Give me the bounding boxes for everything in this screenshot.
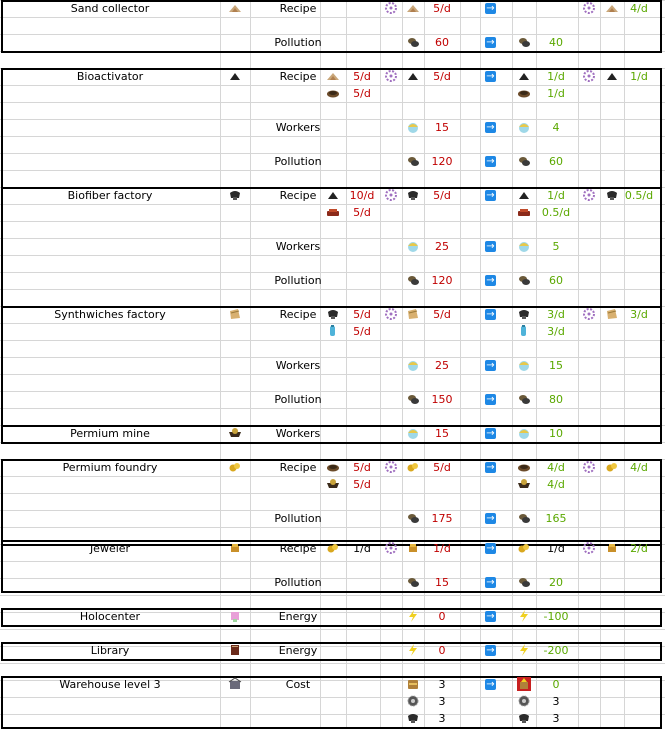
- water-bottle-icon: [517, 324, 531, 338]
- arrow-right-icon: →: [486, 360, 495, 371]
- input-value: 0: [438, 644, 446, 657]
- pollution-icon: [406, 392, 420, 406]
- arrow-right-icon: →: [486, 275, 495, 286]
- output-value: 165: [545, 512, 567, 525]
- arrow-right-icon: →: [486, 394, 495, 405]
- output-value: 3/d: [547, 325, 565, 338]
- output-value: -200: [543, 644, 569, 657]
- arrow-right-icon: →: [486, 156, 495, 167]
- gold-nuggets-icon: [517, 541, 531, 555]
- pollution-icon: [517, 273, 531, 287]
- output-value: 80: [549, 393, 563, 406]
- input-value: 25: [435, 359, 449, 372]
- input-value: 5/d: [353, 308, 371, 321]
- gear-icon: [384, 541, 398, 555]
- output-value: 3/d: [547, 308, 565, 321]
- soil-icon: [517, 460, 531, 474]
- input-value: 5/d: [353, 70, 371, 83]
- building-name: Synthwiches factory: [54, 308, 166, 321]
- arrow-right-icon: →: [486, 513, 495, 524]
- gear-part-icon: [517, 694, 531, 708]
- row-label: Pollution: [274, 274, 322, 287]
- arrow-right-icon: →: [486, 577, 495, 588]
- input-value: 10/d: [349, 189, 375, 202]
- pollution-icon: [406, 35, 420, 49]
- row-label: Recipe: [279, 308, 317, 321]
- gear-icon: [582, 69, 596, 83]
- row-label: Workers: [275, 240, 321, 253]
- output-value: 40: [549, 36, 563, 49]
- pollution-icon: [406, 273, 420, 287]
- row-label: Pollution: [274, 512, 322, 525]
- pollution-icon: [406, 575, 420, 589]
- result-value: 4/d: [630, 461, 648, 474]
- black-powder-icon: [326, 188, 340, 202]
- jewel-icon: [228, 541, 242, 555]
- jewel-icon: [605, 541, 619, 555]
- gear-icon: [582, 1, 596, 15]
- input-value: 15: [435, 427, 449, 440]
- book-icon: [228, 643, 242, 657]
- input-value: 5/d: [433, 2, 451, 15]
- cost-value: 3: [438, 695, 446, 708]
- black-powder-icon: [517, 188, 531, 202]
- gear-icon: [384, 188, 398, 202]
- input-value: 120: [431, 274, 453, 287]
- input-value: 5/d: [433, 461, 451, 474]
- pollution-icon: [517, 154, 531, 168]
- black-powder-icon: [228, 69, 242, 83]
- grid-line: [0, 663, 665, 664]
- gear-icon: [582, 307, 596, 321]
- output-value: 60: [549, 155, 563, 168]
- input-value: 5/d: [353, 478, 371, 491]
- result-value: 2/d: [630, 542, 648, 555]
- input-value: 15: [435, 121, 449, 134]
- holo-icon: [228, 609, 242, 623]
- row-label: Energy: [278, 610, 318, 623]
- row-label: Pollution: [274, 576, 322, 589]
- energy-icon: [406, 609, 420, 623]
- row-label: Pollution: [274, 36, 322, 49]
- arrow-right-icon: →: [486, 543, 495, 554]
- soil-icon: [326, 460, 340, 474]
- gold-nuggets-icon: [406, 460, 420, 474]
- ore-cart-icon: [228, 426, 242, 440]
- energy-icon: [517, 609, 531, 623]
- biofiber-icon: [517, 711, 531, 725]
- output-value: 4: [552, 121, 560, 134]
- arrow-right-icon: →: [486, 611, 495, 622]
- input-value: 5/d: [353, 206, 371, 219]
- arrow-right-icon: →: [486, 122, 495, 133]
- row-label: Workers: [275, 359, 321, 372]
- output-value: 1/d: [547, 189, 565, 202]
- gear-icon: [384, 307, 398, 321]
- row-label: Pollution: [274, 393, 322, 406]
- arrow-right-icon: →: [486, 71, 495, 82]
- gold-nuggets-icon: [228, 460, 242, 474]
- jewel-icon: [406, 541, 420, 555]
- soil-icon: [326, 86, 340, 100]
- input-value: 15: [435, 576, 449, 589]
- warehouse-icon: [228, 677, 242, 691]
- pollution-icon: [517, 575, 531, 589]
- cost-value: 3: [438, 712, 446, 725]
- building-name: Jeweler: [89, 542, 131, 555]
- worker-icon: [517, 239, 531, 253]
- row-label: Recipe: [279, 2, 317, 15]
- gear-part-icon: [406, 694, 420, 708]
- pollution-icon: [406, 511, 420, 525]
- grid-line: [0, 595, 665, 596]
- ore-cart-icon: [517, 477, 531, 491]
- output-value: 0.5/d: [541, 206, 571, 219]
- row-label: Pollution: [274, 155, 322, 168]
- arrow-right-icon: →: [486, 309, 495, 320]
- result-value: 4/d: [630, 2, 648, 15]
- building-name: Bioactivator: [76, 70, 144, 83]
- input-value: 1/d: [433, 542, 451, 555]
- biofiber-icon: [406, 188, 420, 202]
- black-powder-icon: [605, 69, 619, 83]
- gear-icon: [384, 460, 398, 474]
- output-value: 5: [552, 240, 560, 253]
- biofiber-icon: [228, 188, 242, 202]
- building-name: Biofiber factory: [67, 189, 153, 202]
- output-value: 1/d: [547, 87, 565, 100]
- pollution-icon: [517, 511, 531, 525]
- worker-icon: [406, 239, 420, 253]
- result-value: 0.5/d: [624, 189, 654, 202]
- worker-icon: [517, 358, 531, 372]
- warning-crate-icon: [517, 677, 531, 691]
- arrow-right-icon: →: [486, 241, 495, 252]
- input-value: 5/d: [433, 70, 451, 83]
- output-value: 1/d: [547, 542, 565, 555]
- result-value: 1/d: [630, 70, 648, 83]
- energy-icon: [517, 643, 531, 657]
- input-value: 5/d: [353, 325, 371, 338]
- black-powder-icon: [517, 69, 531, 83]
- output-value: -100: [543, 610, 569, 623]
- input-value: 5/d: [433, 189, 451, 202]
- worker-icon: [517, 426, 531, 440]
- biofiber-icon: [605, 188, 619, 202]
- worker-icon: [406, 426, 420, 440]
- output-value: 1/d: [547, 70, 565, 83]
- cost-value: 3: [552, 712, 560, 725]
- sand-pile-icon: [605, 1, 619, 15]
- output-value: 10: [549, 427, 563, 440]
- row-label: Workers: [275, 121, 321, 134]
- arrow-right-icon: →: [486, 462, 495, 473]
- biofiber-icon: [326, 307, 340, 321]
- black-powder-icon: [406, 69, 420, 83]
- synthwich-icon: [228, 307, 242, 321]
- gear-icon: [384, 1, 398, 15]
- pollution-icon: [406, 154, 420, 168]
- input-value: 25: [435, 240, 449, 253]
- synthwich-icon: [406, 307, 420, 321]
- building-name: Warehouse level 3: [59, 678, 161, 691]
- sand-pile-icon: [326, 69, 340, 83]
- input-value: 60: [435, 36, 449, 49]
- row-label: Recipe: [279, 542, 317, 555]
- input-value: 5/d: [353, 461, 371, 474]
- output-value: 15: [549, 359, 563, 372]
- worker-icon: [517, 120, 531, 134]
- gold-nuggets-icon: [605, 460, 619, 474]
- energy-icon: [406, 643, 420, 657]
- arrow-right-icon: →: [486, 679, 495, 690]
- arrow-right-icon: →: [486, 428, 495, 439]
- soil-icon: [517, 86, 531, 100]
- input-value: 120: [431, 155, 453, 168]
- row-label: Workers: [275, 427, 321, 440]
- worker-icon: [406, 358, 420, 372]
- gear-icon: [384, 69, 398, 83]
- pollution-icon: [517, 392, 531, 406]
- building-name: Library: [90, 644, 130, 657]
- input-value: 5/d: [353, 87, 371, 100]
- building-name: Sand collector: [70, 2, 150, 15]
- crate-icon: [406, 677, 420, 691]
- row-label: Recipe: [279, 461, 317, 474]
- building-name: Holocenter: [79, 610, 141, 623]
- gold-nuggets-icon: [326, 541, 340, 555]
- input-value: 0: [438, 610, 446, 623]
- cost-value: 0: [552, 678, 560, 691]
- gear-icon: [582, 188, 596, 202]
- cost-value: 3: [552, 695, 560, 708]
- synthwich-icon: [605, 307, 619, 321]
- arrow-right-icon: →: [486, 3, 495, 14]
- arrow-right-icon: →: [486, 190, 495, 201]
- gear-icon: [582, 541, 596, 555]
- red-ore-icon: [517, 205, 531, 219]
- biofiber-icon: [406, 711, 420, 725]
- sand-pile-icon: [228, 1, 242, 15]
- output-value: 4/d: [547, 461, 565, 474]
- row-label: Energy: [278, 644, 318, 657]
- water-bottle-icon: [326, 324, 340, 338]
- gear-icon: [582, 460, 596, 474]
- biofiber-icon: [517, 307, 531, 321]
- input-value: 5/d: [433, 308, 451, 321]
- row-label: Cost: [285, 678, 311, 691]
- output-value: 60: [549, 274, 563, 287]
- output-value: 20: [549, 576, 563, 589]
- input-value: 1/d: [353, 542, 371, 555]
- input-value: 150: [431, 393, 453, 406]
- sand-pile-icon: [406, 1, 420, 15]
- arrow-right-icon: →: [486, 645, 495, 656]
- output-value: 4/d: [547, 478, 565, 491]
- arrow-right-icon: →: [486, 37, 495, 48]
- ore-cart-icon: [326, 477, 340, 491]
- building-name: Permium mine: [70, 427, 150, 440]
- red-ore-icon: [326, 205, 340, 219]
- building-name: Permium foundry: [62, 461, 158, 474]
- pollution-icon: [517, 35, 531, 49]
- cost-value: 3: [438, 678, 446, 691]
- input-value: 175: [431, 512, 453, 525]
- result-value: 3/d: [630, 308, 648, 321]
- grid-line: [0, 629, 665, 630]
- output-value: [536, 0, 576, 17]
- row-label: Recipe: [279, 70, 317, 83]
- worker-icon: [406, 120, 420, 134]
- row-label: Recipe: [279, 189, 317, 202]
